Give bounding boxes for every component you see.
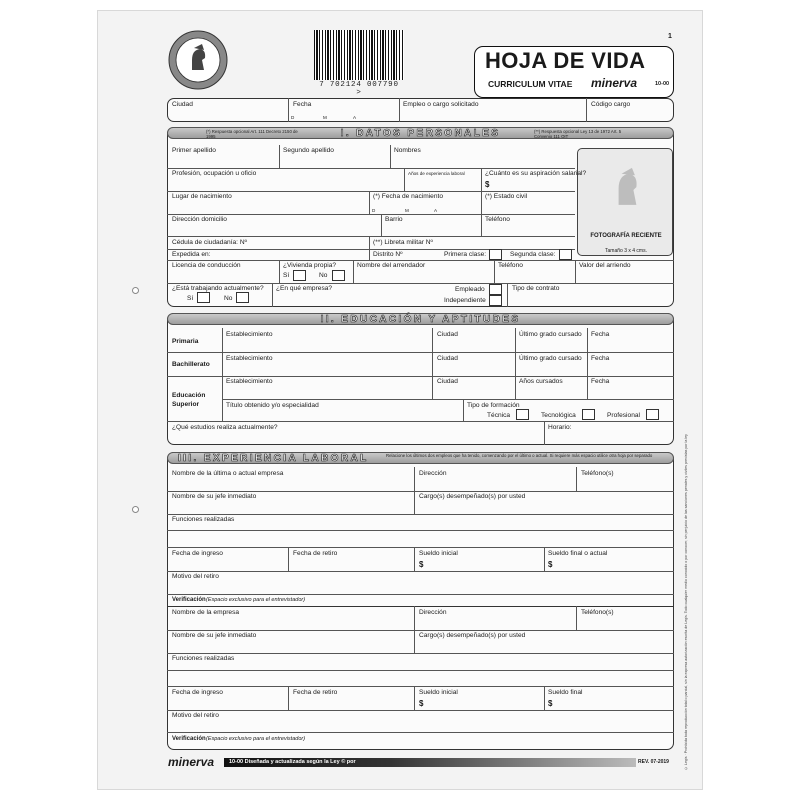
he-years-field[interactable]: Años cursados: [519, 378, 563, 385]
degree-field[interactable]: Título obtenido y/o especialidad: [226, 402, 319, 409]
job2-initial-currency: $: [419, 699, 424, 708]
job1-boss-field[interactable]: Nombre de su jefe inmediato: [172, 493, 257, 500]
current-studies-field[interactable]: ¿Qué estudios realiza actualmente?: [172, 424, 278, 431]
primary-institution-field[interactable]: Establecimiento: [226, 331, 273, 338]
working-no-label: No: [224, 295, 233, 302]
phone-field[interactable]: Teléfono: [485, 216, 510, 223]
primary-date-field[interactable]: Fecha: [591, 331, 610, 338]
photo-box[interactable]: [577, 148, 673, 256]
helmet-icon: [578, 153, 674, 233]
job2-verification-label: Verificación: [172, 736, 206, 742]
date-m-label: M: [323, 115, 327, 120]
job2-start-date-field[interactable]: Fecha de ingreso: [172, 689, 223, 696]
own-house-yes-checkbox[interactable]: [293, 270, 306, 281]
own-house-no-label: No: [319, 272, 328, 279]
hs-grade-field[interactable]: Último grado cursado: [519, 355, 582, 362]
birthdate-a-label: A: [434, 208, 438, 213]
primary-city-field[interactable]: Ciudad: [437, 331, 458, 338]
higher-ed-label: Educación Superior: [172, 392, 206, 408]
job1-verification-label: Verificación: [172, 597, 206, 603]
landlord-field[interactable]: Nombre del arrendador: [357, 262, 426, 269]
own-house-label: ¿Vivienda propia?: [283, 262, 337, 269]
professional-checkbox[interactable]: [646, 409, 659, 420]
section-education-bar: [167, 313, 674, 325]
working-no-checkbox[interactable]: [236, 292, 249, 303]
working-yes-checkbox[interactable]: [197, 292, 210, 303]
job2-role-field[interactable]: Cargo(s) desempeñado(s) por usted: [419, 632, 526, 639]
title-box: [474, 46, 674, 98]
optional-note-right: (**) Respuesta opcional Ley 13 de 1972 Art. 5 Convenio 111 OIT: [534, 129, 622, 139]
city-field[interactable]: Ciudad: [172, 101, 193, 108]
training-type-label: Tipo de formación: [467, 402, 520, 409]
job1-role-field[interactable]: Cargo(s) desempeñado(s) por usted: [419, 493, 526, 500]
contract-type-field[interactable]: Tipo de contrato: [512, 285, 560, 292]
optional-note-left: (*) Respuesta opcional Art. 111 Decreto 2150 de 1995: [206, 129, 298, 139]
form-subtitle: CURRICULUM VITAE: [488, 79, 573, 89]
hs-institution-field[interactable]: Establecimiento: [226, 355, 273, 362]
civil-status-field[interactable]: (*) Estado civil: [485, 193, 528, 200]
birthdate-d-label: D: [372, 208, 376, 213]
salary-aspiration-field[interactable]: ¿Cuánto es su aspiración salarial?: [485, 170, 587, 177]
position-code-field[interactable]: Código cargo: [591, 101, 631, 108]
technical-checkbox[interactable]: [516, 409, 529, 420]
second-class-label: Segunda clase:: [510, 251, 556, 258]
hs-city-field[interactable]: Ciudad: [437, 355, 458, 362]
names-field[interactable]: Nombres: [394, 147, 421, 154]
punch-hole: [132, 287, 139, 294]
copyright-side-note: © Legis · Prohibida toda reproducción total o parcial, sin la expresa autorización escrita de Legis. Todo cualquier medio conocido o por conocer, sin perjuicio de las sanciones penales y civiles previstas por la ley: [684, 434, 688, 770]
employee-label: Empleado: [455, 286, 485, 293]
form-title: HOJA DE VIDA: [485, 48, 646, 73]
section-experience-title: III. EXPERIENCIA LABORAL: [178, 453, 369, 464]
photo-size: Tamaño 3 x 4 cms.: [605, 248, 647, 254]
job1-start-date-field[interactable]: Fecha de ingreso: [172, 550, 223, 557]
job1-final-salary-field[interactable]: Sueldo final o actual: [548, 550, 608, 557]
barcode-bars: [314, 30, 404, 80]
job1-address-field[interactable]: Dirección: [419, 470, 447, 477]
job2-company-field[interactable]: Nombre de la empresa: [172, 609, 240, 616]
birthplace-field[interactable]: Lugar de nacimiento: [172, 193, 232, 200]
he-institution-field[interactable]: Establecimiento: [226, 378, 273, 385]
position-field[interactable]: Empleo o cargo solicitado: [403, 101, 479, 108]
page-number: 1: [668, 33, 672, 40]
job1-initial-salary-field[interactable]: Sueldo inicial: [419, 550, 458, 557]
he-city-field[interactable]: Ciudad: [437, 378, 458, 385]
second-class-checkbox[interactable]: [559, 249, 572, 260]
working-now-label: ¿Está trabajando actualmente?: [172, 285, 264, 292]
technological-checkbox[interactable]: [582, 409, 595, 420]
job1-end-date-field[interactable]: Fecha de retiro: [293, 550, 338, 557]
revision-label: REV. 07-2019: [638, 759, 669, 765]
schedule-field[interactable]: Horario:: [548, 424, 572, 431]
salary-currency: $: [485, 180, 490, 189]
footer-brand-logo: minerva: [168, 755, 215, 769]
seal-logo: [168, 30, 228, 90]
primary-grade-field[interactable]: Último grado cursado: [519, 331, 582, 338]
district-field[interactable]: Distrito Nº: [373, 251, 403, 258]
job1-reason-field[interactable]: Motivo del retiro: [172, 573, 219, 580]
technical-label: Técnica: [487, 412, 511, 419]
job2-boss-field[interactable]: Nombre de su jefe inmediato: [172, 632, 257, 639]
job1-verification-note: (Espacio exclusivo para el entrevistador): [206, 597, 306, 603]
profession-field[interactable]: Profesión, ocupación u oficio: [172, 170, 257, 177]
job2-reason-field[interactable]: Motivo del retiro: [172, 712, 219, 719]
footer-text: 10-00 Diseñada y actualizada según la Ley © por: [229, 759, 356, 765]
job1-final-currency: $: [548, 560, 553, 569]
employee-checkbox[interactable]: [489, 284, 502, 295]
first-class-label: Primera clase:: [444, 251, 487, 258]
hs-date-field[interactable]: Fecha: [591, 355, 610, 362]
form-code: 10-00: [655, 81, 670, 87]
years-experience-field[interactable]: Años de experiencia laboral: [408, 171, 465, 176]
brand-logo: minerva: [591, 76, 638, 90]
which-company-field[interactable]: ¿En qué empresa?: [276, 285, 333, 292]
own-house-yes-label: Sí: [283, 272, 290, 279]
own-house-no-checkbox[interactable]: [332, 270, 345, 281]
license-field[interactable]: Licencia de conducción: [172, 262, 241, 269]
experience-note: Relacione los últimos dos empleos que ha tenido, comenzando por el último o actual. Si requiere más espacio utilice otra hoja por separado: [386, 453, 653, 458]
rent-value-field[interactable]: Valor del arriendo: [579, 262, 631, 269]
section-personal-title: I. DATOS PERSONALES: [340, 128, 501, 139]
job2-final-salary-field[interactable]: Sueldo final: [548, 689, 583, 696]
technological-label: Tecnológica: [541, 412, 576, 419]
independent-checkbox[interactable]: [489, 295, 502, 306]
job1-functions-field[interactable]: Funciones realizadas: [172, 516, 235, 523]
landlord-phone-field[interactable]: Teléfono: [498, 262, 523, 269]
job2-verification-note: (Espacio exclusivo para el entrevistador): [206, 736, 306, 742]
barcode-number: 7 702124 007790 >: [319, 81, 399, 97]
job2-initial-salary-field[interactable]: Sueldo inicial: [419, 689, 458, 696]
photo-title: FOTOGRAFÍA RECIENTE: [590, 233, 662, 239]
high-school-label: Bachillerato: [172, 361, 210, 368]
job2-end-date-field[interactable]: Fecha de retiro: [293, 689, 338, 696]
issued-in-field[interactable]: Expedida en:: [172, 251, 211, 258]
first-class-checkbox[interactable]: [489, 249, 502, 260]
date-d-label: D: [291, 115, 295, 120]
birthdate-field[interactable]: (*) Fecha de nacimiento: [373, 193, 444, 200]
job1-phones-field[interactable]: Teléfono(s): [581, 470, 614, 477]
independent-label: Independiente: [444, 297, 486, 304]
birthdate-m-label: M: [405, 208, 409, 213]
date-a-label: A: [353, 115, 357, 120]
punch-hole: [132, 506, 139, 513]
id-card-field[interactable]: Cédula de ciudadanía: Nº: [172, 239, 247, 246]
address-field[interactable]: Dirección domicilio: [172, 216, 227, 223]
second-surname-field[interactable]: Segundo apellido: [283, 147, 334, 154]
military-card-field[interactable]: (**) Libreta militar Nº: [373, 239, 433, 246]
job1-initial-currency: $: [419, 560, 424, 569]
job2-final-currency: $: [548, 699, 553, 708]
neighborhood-field[interactable]: Barrio: [385, 216, 403, 223]
section-education-title: II. EDUCACIÓN Y APTITUDES: [320, 314, 521, 325]
job2-phones-field[interactable]: Teléfono(s): [581, 609, 614, 616]
job2-functions-field[interactable]: Funciones realizadas: [172, 655, 235, 662]
barcode: [314, 30, 404, 97]
job1-company-field[interactable]: Nombre de la última o actual empresa: [172, 470, 284, 477]
professional-label: Profesional: [607, 412, 640, 419]
job2-address-field[interactable]: Dirección: [419, 609, 447, 616]
first-surname-field[interactable]: Primer apellido: [172, 147, 216, 154]
primary-label: Primaria: [172, 338, 199, 345]
date-field[interactable]: Fecha: [293, 101, 312, 108]
he-date-field[interactable]: Fecha: [591, 378, 610, 385]
working-yes-label: Sí: [187, 295, 194, 302]
